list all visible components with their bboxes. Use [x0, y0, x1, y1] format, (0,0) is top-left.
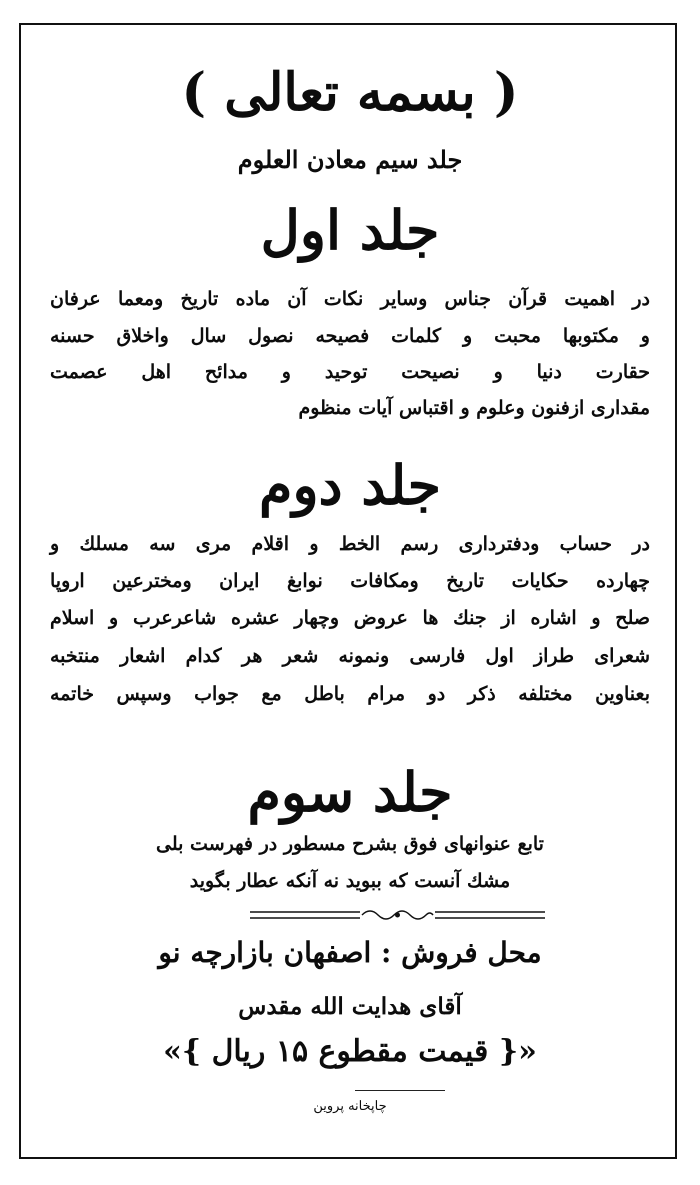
- volume-two-heading: جلد دوم: [259, 453, 441, 517]
- volume-one-line: و مکتوبها محبت و کلمات فصیحه نصول سال واخلاق حسنه: [50, 325, 650, 347]
- book-subtitle: جلد سیم معادن العلوم: [237, 145, 463, 174]
- volume-one-heading: جلد اول: [260, 198, 440, 262]
- seller-name: آقای هدایت الله مقدس: [238, 993, 462, 1020]
- sale-location: محل فروش : اصفهان بازارچه نو: [158, 936, 542, 969]
- volume-two-line: شعرای طراز اول فارسی ونمونه شعر هر کدام اشعار منتخبه: [50, 645, 650, 667]
- divider-rule: [355, 1090, 445, 1091]
- volume-three-line: مشك آنست که ببوید نه آنکه عطار بگوید: [189, 870, 511, 892]
- price-line: «{ قیمت مقطوع ۱۵ ریال }»: [163, 1034, 537, 1069]
- volume-two-line: بعناوین مختلفه ذکر دو مرام باطل مع جواب وسپس خاتمه: [50, 683, 650, 705]
- volume-one-line: حقارت دنیا و نصیحت توحید و مدائح اهل عصمت: [50, 361, 650, 383]
- volume-one-line: در اهمیت قرآن جناس وسایر نکات آن ماده تاریخ ومعما عرفان: [50, 288, 650, 310]
- volume-two-line: در حساب ودفترداری رسم الخط و اقلام مری سه مسلك و: [50, 533, 650, 555]
- volume-three-line: تابع عنوانهای فوق بشرح مسطور در فهرست بلی: [156, 833, 544, 855]
- volume-three-heading: جلد سوم: [247, 760, 453, 824]
- printer-name: چاپخانه پروین: [313, 1099, 387, 1114]
- volume-one-line: مقداری ازفنون وعلوم و اقتباس آیات منظوم: [298, 397, 650, 419]
- ornamental-divider: [250, 906, 545, 924]
- page-title: ( بسمه تعالی ): [181, 62, 519, 123]
- volume-two-line: چهارده حکایات تاریخ ومکافات نوابغ ایران ومخترعین اروپا: [50, 570, 650, 592]
- volume-two-line: صلح و اشاره از جنك ها عروض وچهار عشره شاعرعرب و اسلام: [50, 607, 650, 629]
